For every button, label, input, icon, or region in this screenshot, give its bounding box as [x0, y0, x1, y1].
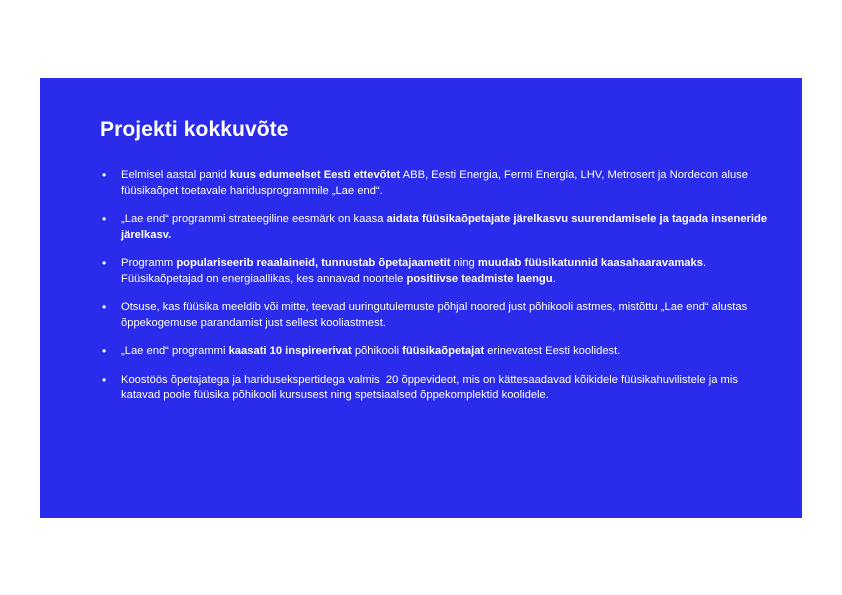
- page-title: Projekti kokkuvõte: [100, 118, 289, 141]
- body-text: ABB, Eesti Energia, Fermi Energia, LHV, Metrosert ja Nordecon aluse füüsikaõpet toetavale haridusprogrammile „Lae end“.: [121, 169, 755, 197]
- emphasis-text: positiivse teadmiste laengu: [406, 272, 553, 285]
- body-text: Koostöös õpetajatega ja haridusekspertidega valmis 20 õppevideot, mis on kättesaadavad kõikidele füüsikahuvilistele ja mis katavad poole füüsika põhikooli kursusest ning spetsiaalsed õppekomplektid koolidele.: [121, 373, 742, 401]
- emphasis-text: füüsikaõpetajat: [402, 345, 485, 357]
- list-item: [100, 256, 778, 287]
- list-item: [100, 344, 778, 360]
- body-text: erinevatest Eesti koolidest.: [484, 345, 621, 357]
- slide-canvas: [40, 78, 802, 518]
- body-text: „Lae end“ programmi strateegiline eesmärk on kaasa: [121, 213, 387, 225]
- emphasis-text: kuus edumeelset Eesti ettevõtet: [229, 169, 401, 181]
- body-text: Otsuse, kas füüsika meeldib või mitte, teevad uuringutulemuste põhjal noored just põhikooli astmes, mistõttu „Lae end“ alustas õppekogemuse parandamist just sellest kooliastmest.: [121, 301, 751, 329]
- body-text: Programm: [121, 257, 177, 269]
- emphasis-text: muudab füüsikatunnid kaasahaaravamaks: [477, 257, 703, 269]
- body-text: . Füüsikaõpetajad on energiaallikas, kes annavad noortele: [121, 257, 710, 285]
- body-text: .: [552, 272, 556, 285]
- emphasis-text: populariseerib reaalaineid, tunnustab õpetajaametit: [176, 257, 451, 269]
- list-item: [100, 373, 778, 404]
- list-item: [100, 212, 778, 243]
- emphasis-text: kaasati 10 inspireerivat: [228, 345, 352, 357]
- body-text: Eelmisel aastal panid: [121, 169, 230, 181]
- list-item: [100, 300, 778, 331]
- list-item: [100, 168, 778, 199]
- summary-bullet-list: [100, 168, 778, 404]
- body-text: ning: [450, 257, 478, 269]
- slide-content: [100, 118, 778, 417]
- body-text: põhikooli: [351, 345, 403, 357]
- emphasis-text: aidata füüsikaõpetajate järelkasvu suurendamisele ja tagada inseneride järelkasv.: [121, 213, 771, 241]
- body-text: „Lae end“ programmi: [121, 345, 229, 357]
